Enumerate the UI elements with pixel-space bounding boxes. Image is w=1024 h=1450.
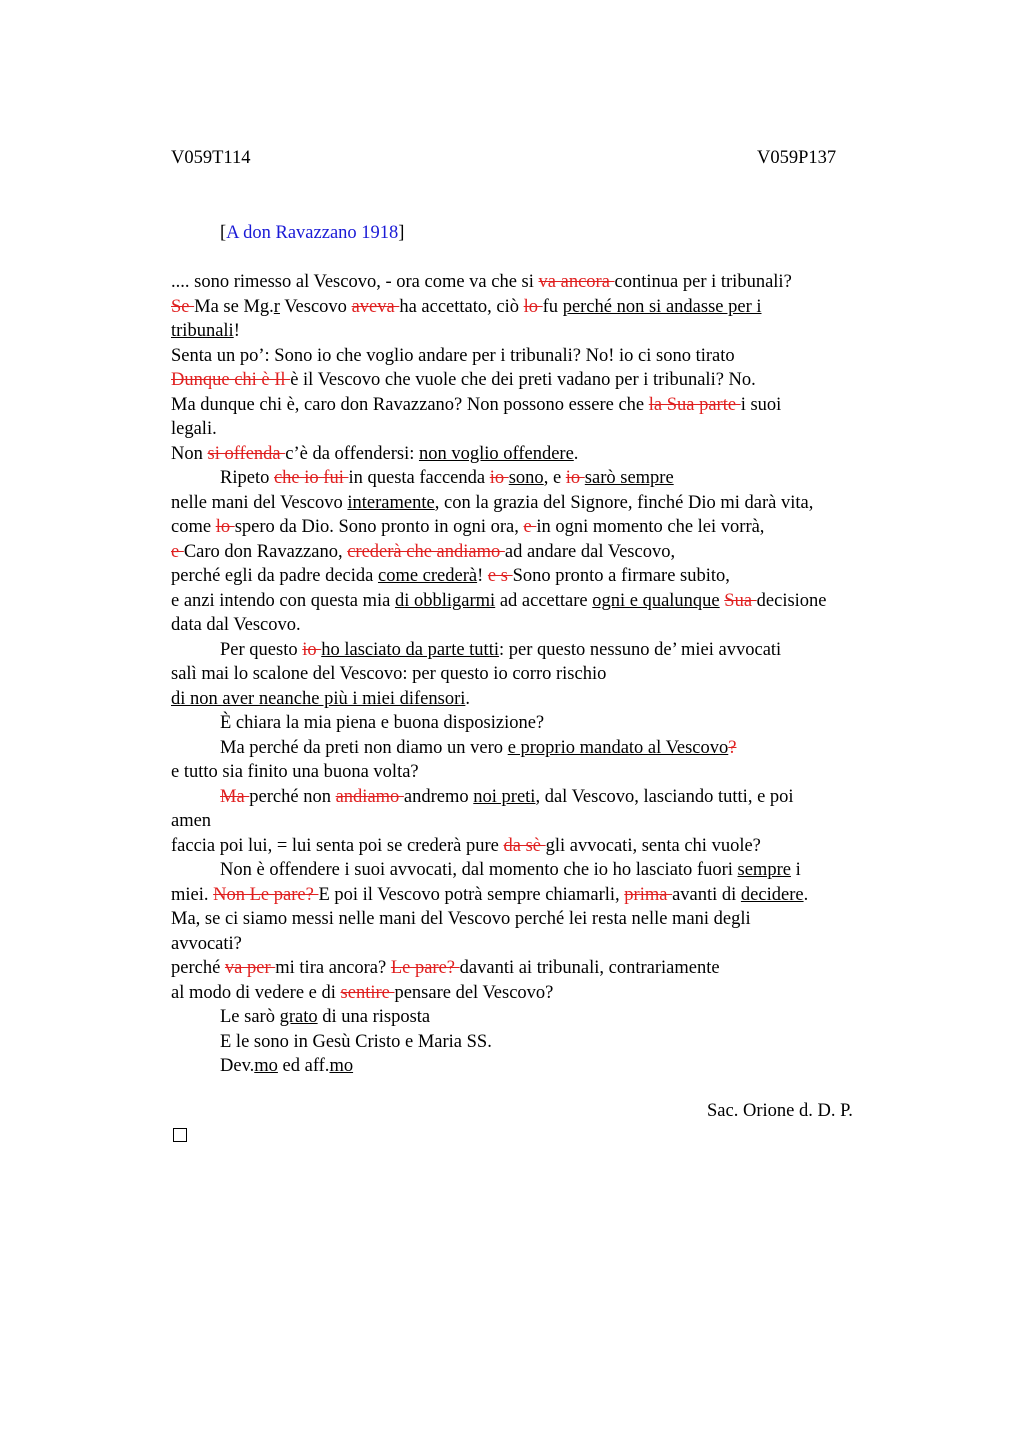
text-run: nelle mani del Vescovo (171, 492, 348, 513)
text-run: ad accettare (495, 590, 593, 611)
letter-line (171, 564, 911, 589)
underlined-text: grato (279, 1007, 318, 1027)
underlined-text: mo (329, 1056, 354, 1076)
letter-line (171, 393, 911, 418)
text-run: : per questo nessuno de’ miei avvocati (498, 639, 782, 660)
text-run: continua per i tribunali? (614, 272, 792, 292)
letter-line (171, 491, 911, 516)
text-run: ! (477, 566, 488, 586)
text-run: Ripeto (220, 468, 274, 488)
letter-line (171, 736, 911, 761)
text-run: decisione (756, 590, 827, 611)
text-run: ! (233, 321, 240, 341)
text-run: c’è da offendersi: (285, 443, 419, 464)
deleted-text: si offenda (207, 443, 286, 464)
text-run: Sono pronto a firmare subito, (512, 566, 730, 586)
letter-title (220, 221, 404, 245)
letter-line (171, 515, 911, 540)
deleted-text: la Sua parte (648, 394, 741, 415)
text-run: fu (542, 296, 563, 317)
text-run: perché (171, 958, 225, 978)
letter-line (171, 760, 911, 785)
text-run: Ma dunque chi è, caro don Ravazzano? Non possono essere che (171, 394, 649, 415)
document-id-left: V059T114 (171, 148, 251, 168)
text-run: , dal Vescovo, lasciando tutti, e poi (535, 786, 794, 807)
text-run: legali. (171, 419, 217, 439)
letter-line (171, 319, 911, 344)
underlined-text: perché non si andasse per i (562, 296, 762, 317)
letter-line (171, 466, 911, 491)
text-run: faccia poi lui, = lui senta poi se crederà pure (171, 835, 504, 856)
letter-line (171, 344, 911, 369)
letter-line (171, 687, 911, 712)
text-run: come (171, 517, 216, 537)
underlined-text: e proprio mandato al Vescovo (507, 737, 729, 758)
letter-line (171, 662, 911, 687)
deleted-text: Non Le pare? (213, 884, 319, 905)
text-run: È chiara la mia piena e buona disposizione? (220, 713, 545, 733)
text-run: Senta un po’: Sono io che voglio andare per i tribunali? No! io ci sono tirato (171, 345, 735, 366)
deleted-text: da sè (503, 835, 546, 856)
letter-line (171, 1054, 911, 1079)
letter-line (171, 907, 911, 932)
title-bracket-open: [ (220, 223, 227, 243)
text-run: E le sono in Gesù Cristo e Maria SS. (220, 1031, 492, 1052)
underlined-text: ho lasciato da parte tutti (321, 639, 499, 660)
text-run: avvocati? (171, 933, 242, 954)
letter-line (171, 932, 911, 957)
text-run: Le sarò (220, 1007, 280, 1027)
letter-line (171, 417, 911, 442)
text-run: ad andare dal Vescovo, (504, 541, 676, 562)
text-run: pensare del Vescovo? (394, 982, 554, 1003)
deleted-text: sentire (340, 982, 395, 1003)
deleted-text: Sua (724, 590, 757, 611)
deleted-text: e (171, 541, 184, 562)
underlined-text: tribunali (171, 321, 234, 341)
text-run: i (790, 860, 801, 880)
underlined-text: decidere (740, 884, 804, 905)
letter-body (171, 270, 911, 1079)
deleted-text: prima (624, 884, 673, 905)
text-run: , con la grazia del Signore, finché Dio mi darà vita, (434, 492, 814, 513)
letter-line (171, 540, 911, 565)
letter-line (171, 981, 911, 1006)
text-run: . (803, 884, 809, 905)
letter-line (171, 589, 911, 614)
signature: Sac. Orione d. D. P. (707, 1101, 853, 1121)
letter-line (171, 1005, 911, 1030)
text-run: in ogni momento che lei vorrà, (536, 517, 765, 537)
deleted-text: aveva (351, 296, 400, 317)
text-run: spero da Dio. Sono pronto in ogni ora, (234, 517, 524, 537)
text-run: mi tira ancora? (275, 958, 391, 978)
text-run: Ma perché da preti non diamo un vero (220, 737, 508, 758)
underlined-text: non voglio offendere (418, 443, 574, 464)
text-run: in questa faccenda (348, 468, 490, 488)
deleted-text: Le pare? (390, 958, 460, 978)
deleted-text: crederà che andiamo (347, 541, 505, 562)
text-run: ed aff. (277, 1056, 330, 1076)
deleted-text: io (565, 468, 585, 488)
text-run: Non è offendere i suoi avvocati, dal momento che io ho lasciato fuori (220, 860, 738, 880)
letter-line (171, 368, 911, 393)
underlined-text: di obbligarmi (394, 590, 496, 611)
underlined-text: noi preti (473, 786, 536, 807)
text-run: amen (171, 811, 212, 831)
text-run: è il Vescovo che vuole che dei preti vadano per i tribunali? No. (290, 370, 756, 390)
deleted-text: io (302, 639, 322, 660)
letter-line (171, 883, 911, 908)
letter-line (171, 785, 911, 810)
text-run: di una risposta (317, 1007, 431, 1027)
text-run: avanti di (672, 884, 741, 905)
deleted-text: e (523, 517, 537, 537)
text-run: Non (171, 443, 208, 464)
underlined-text: r (273, 296, 280, 317)
deleted-text: ? (728, 737, 737, 758)
letter-line (171, 858, 911, 883)
letter-line (171, 1030, 911, 1055)
deleted-text: Ma (220, 786, 250, 807)
deleted-text: andiamo (335, 786, 404, 807)
text-run: gli avvocati, senta chi vuole? (545, 835, 761, 856)
text-run: E poi il Vescovo potrà sempre chiamarli, (318, 884, 625, 905)
letter-line (171, 270, 911, 295)
letter-line (171, 834, 911, 859)
text-run: e tutto sia finito una buona volta? (171, 762, 419, 782)
underlined-text: come crederà (377, 566, 478, 586)
text-run: Caro don Ravazzano, (183, 541, 348, 562)
text-run: miei. (171, 884, 214, 905)
deleted-text: e s (487, 566, 513, 586)
deleted-text: va per (224, 958, 276, 978)
letter-line (171, 295, 911, 320)
underlined-text: ogni e qualunque (592, 590, 720, 611)
text-run: Ma se Mg. (194, 296, 274, 317)
text-run: andremo (403, 786, 474, 807)
text-run: Per questo (220, 639, 303, 660)
text-run: ha accettato, ciò (399, 296, 524, 317)
text-run: . (573, 443, 579, 464)
title-bracket-close: ] (398, 223, 405, 243)
underlined-text: sempre (737, 860, 791, 880)
text-run: data dal Vescovo. (171, 615, 301, 635)
text-run: salì mai lo scalone del Vescovo: per questo io corro rischio (171, 664, 607, 684)
underlined-text: sarò sempre (584, 468, 674, 488)
deleted-text: io (489, 468, 509, 488)
text-run: e anzi intendo con questa mia (171, 590, 395, 611)
letter-line (171, 809, 911, 834)
letter-line (171, 711, 911, 736)
deleted-text: lo (523, 296, 543, 317)
text-run: , e (543, 468, 566, 488)
text-run: Vescovo (279, 296, 352, 317)
text-run: . (465, 688, 470, 709)
letter-line (171, 613, 911, 638)
text-run: .... sono rimesso al Vescovo, - ora come va che si (171, 272, 539, 292)
text-run: al modo di vedere e di (171, 982, 341, 1003)
text-run: perché egli da padre decida (171, 566, 378, 586)
underlined-text: mo (254, 1056, 278, 1076)
text-run: Ma, se ci siamo messi nelle mani del Vescovo perché lei resta nelle mani degli (171, 909, 751, 929)
letter-line (171, 442, 911, 467)
letter-line (171, 638, 911, 663)
underlined-text: interamente (347, 492, 435, 513)
letter-line (171, 956, 911, 981)
deleted-text: Se (171, 296, 195, 317)
underlined-text: sono (508, 468, 544, 488)
deleted-text: va ancora (538, 272, 615, 292)
checkbox-square-icon (173, 1128, 187, 1142)
text-run: Dev. (220, 1056, 255, 1076)
title-text: A don Ravazzano 1918 (226, 223, 399, 243)
document-id-right: V059P137 (757, 148, 837, 168)
text-run: davanti ai tribunali, contrariamente (459, 958, 720, 978)
deleted-text: Dunque chi è Il (171, 370, 291, 390)
deleted-text: lo (215, 517, 235, 537)
underlined-text: di non aver neanche più i miei difensori (171, 688, 466, 709)
text-run: perché non (249, 786, 336, 807)
text-run: i suoi (740, 394, 782, 415)
deleted-text: che io fui (273, 468, 349, 488)
